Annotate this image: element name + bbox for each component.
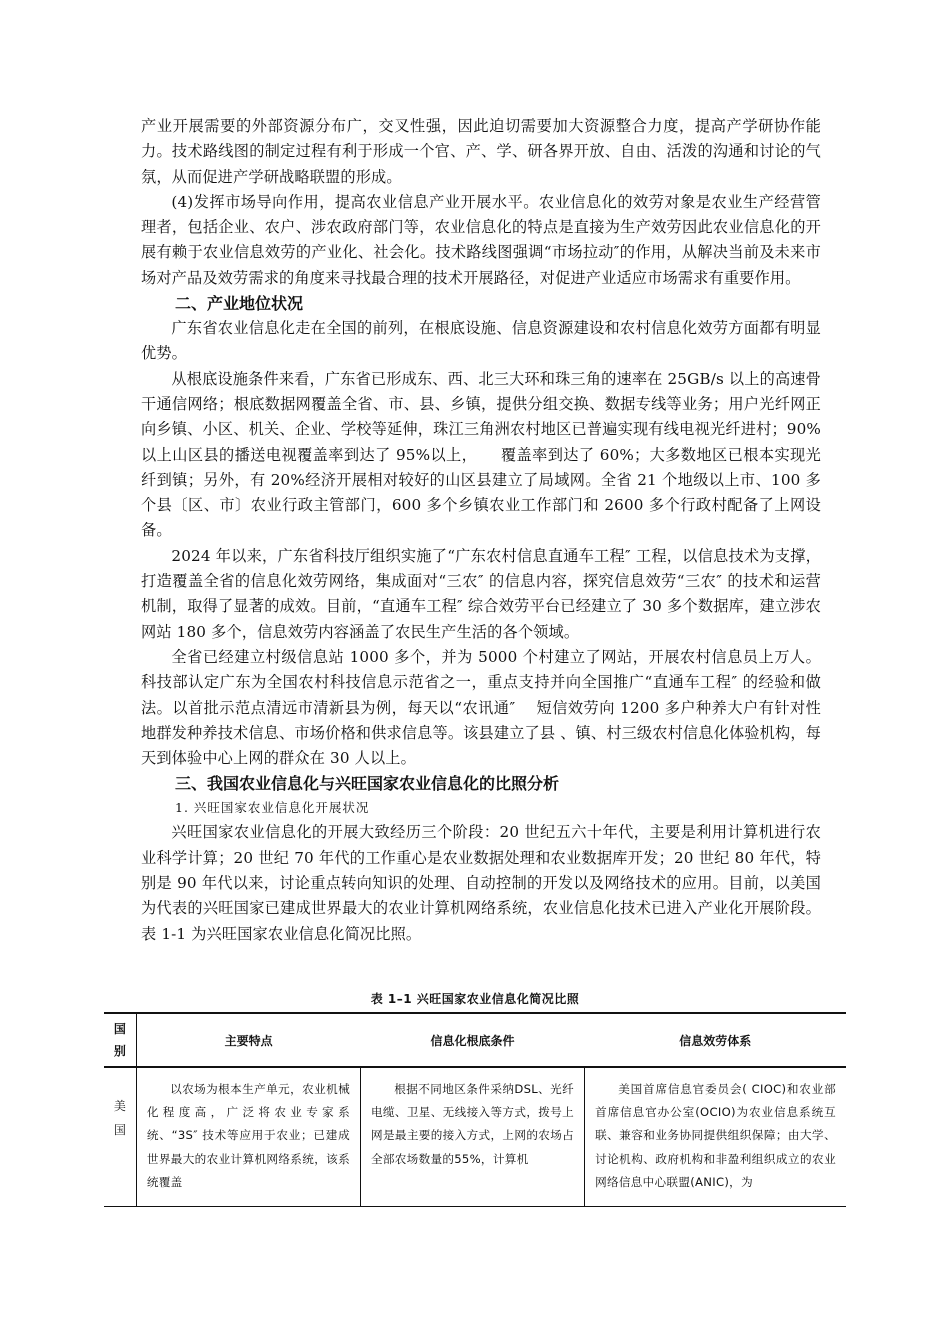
paragraph-market-orientation: (4)发挥市场导向作用，提高农业信息产业开展水平。农业信息化的效劳对象是农业生产经营管理者，包括企业、农户、涉农政府部门等，农业信息化的特点是直接为生产效劳因此农业信息化的开展有赖于农业信息效劳的产业化、社会化。技术路线图强调“市场拉动″的作用，从解决当前及未来市场对产品及效劳需求的角度来寻找最合理的技术开展路径，对促进产业适应市场需求有重要作用。 bbox=[141, 192, 821, 287]
country-line1: 美 bbox=[113, 1099, 126, 1113]
country-line2: 国 bbox=[113, 1123, 126, 1137]
header-country-line1: 国 bbox=[113, 1022, 126, 1036]
subsection-heading: 1. 兴旺国家农业信息化开展状况 bbox=[175, 800, 370, 816]
section-heading-industry-status: 二、产业地位状况 bbox=[175, 294, 304, 314]
header-features: 主要特点 bbox=[224, 1033, 273, 1048]
document-body bbox=[141, 114, 821, 947]
paragraph-guangdong-overview: 广东省农业信息化走在全国的前列，在根底设施、信息资源建设和农村信息化效劳方面都有明显优势。 bbox=[141, 319, 821, 363]
header-infrastructure: 信息化根底条件 bbox=[430, 1033, 515, 1048]
paragraph-continued: 产业开展需要的外部资源分布广，交叉性强，因此迫切需要加大资源整合力度，提高产学研协作能力。技术路线图的制定过程有利于形成一个官、产、学、研各界开放、自由、活泼的沟通和讨论的气氛，从而促进产学研战略联盟的形成。 bbox=[141, 117, 821, 186]
header-service: 信息效劳体系 bbox=[679, 1033, 752, 1048]
paragraph-direct-train-project: 2024 年以来，广东省科技厅组织实施了“广东农村信息直通车工程″ 工程，以信息技术为支撑，打造覆盖全省的信息化效劳网络，集成面对“三农″ 的信息内容，探究信息效劳“三农″ 的技术和运营机制，取得了显著的成效。目前，“直通车工程″ 综合效劳平台已经建立了 30 多个数据库，建立涉农网站 180 多个，信息效劳内容涵盖了农民生产生活的各个领域。 bbox=[141, 546, 821, 641]
section-heading-comparison: 三、我国农业信息化与兴旺国家农业信息化的比照分析 bbox=[175, 774, 560, 794]
cell-service bbox=[585, 1067, 846, 1207]
table-header-row bbox=[104, 1013, 846, 1067]
cell-features bbox=[136, 1067, 360, 1207]
cell-country bbox=[104, 1067, 136, 1207]
paragraph-village-stations: 全省已经建立村级信息站 1000 多个，并为 5000 个村建立了网站，开展农村信息员上万人。科技部认定广东为全国农村科技信息示范省之一，重点支持并向全国推广“直通车工程″ 的经验和做法。以首批示范点清远市清新县为例，每天以“农讯通″ 短信效劳向 1200 多户种养大户有针对性地群发种养技术信息、市场价格和供求信息等。该县建立了县 、镇、村三级农村信息化体验机构，每天到体验中心上网的群众在 30 人以上。 bbox=[141, 647, 821, 768]
paragraph-developed-countries: 兴旺国家农业信息化的开展大致经历三个阶段：20 世纪五六十年代，主要是利用计算机进行农业科学计算；20 世纪 70 年代的工作重心是农业数据处理和农业数据库开发；20 世纪 80 年代，特别是 90 年代以来，讨论重点转向知识的处理、自动控制的开发以及网络技术的应用。目前，以美国为代表的兴旺国家已建成世界最大的农业计算机网络系统，农业信息化技术已进入产业化开展阶段。表 1-1 为兴旺国家农业信息化简况比照。 bbox=[141, 823, 821, 943]
table-row bbox=[104, 1067, 846, 1207]
infrastructure-text: 根据不同地区条件采纳DSL、光纤电缆、卫星、无线接入等方式，拨号上网是最主要的接入方式，上网的农场占全部农场数量的55%，计算机 bbox=[371, 1082, 575, 1166]
features-text: 以农场为根本生产单元，农业机械化程度高，广泛将农业专家系统、“3S″ 技术等应用于农业；已建成世界最大的农业计算机网络系统，该系统覆盖 bbox=[146, 1082, 350, 1189]
header-country-line2: 别 bbox=[113, 1044, 126, 1058]
service-text: 美国首席信息官委员会( CIOC)和农业部首席信息官办公室(OCIO)为农业信息系统互联、兼容和业务协同提供组织保障；由大学、讨论机构、政府机构和非盈利组织成立的农业网络信息中心联盟(ANIC)，为 bbox=[595, 1082, 836, 1189]
table-caption: 表 1–1 兴旺国家农业信息化简况比照 bbox=[370, 992, 580, 1006]
header-country bbox=[104, 1013, 136, 1067]
cell-infrastructure bbox=[361, 1067, 585, 1207]
paragraph-infrastructure: 从根底设施条件来看，广东省已形成东、西、北三大环和珠三角的速率在 25GB/s 以上的高速骨干通信网络；根底数据网覆盖全省、市、县、乡镇，提供分组交换、数据专线等业务；用户光纤网正向乡镇、小区、机关、企业、学校等延伸，珠江三角洲农村地区已普遍实现有线电视光纤进村；90%以上山区县的播送电视覆盖率到达了 95%以上， 覆盖率到达了 60%；大多数地区已根本实现光纤到镇；另外，有 20%经济开展相对较好的山区县建立了局域网。全省 21 个地级以上市、100 多个县〔区、市〕农业行政主管部门，600 多个乡镇农业工作部门和 2600 多个行政村配备了上网设备。 bbox=[141, 369, 821, 540]
comparison-table bbox=[104, 1012, 846, 1207]
